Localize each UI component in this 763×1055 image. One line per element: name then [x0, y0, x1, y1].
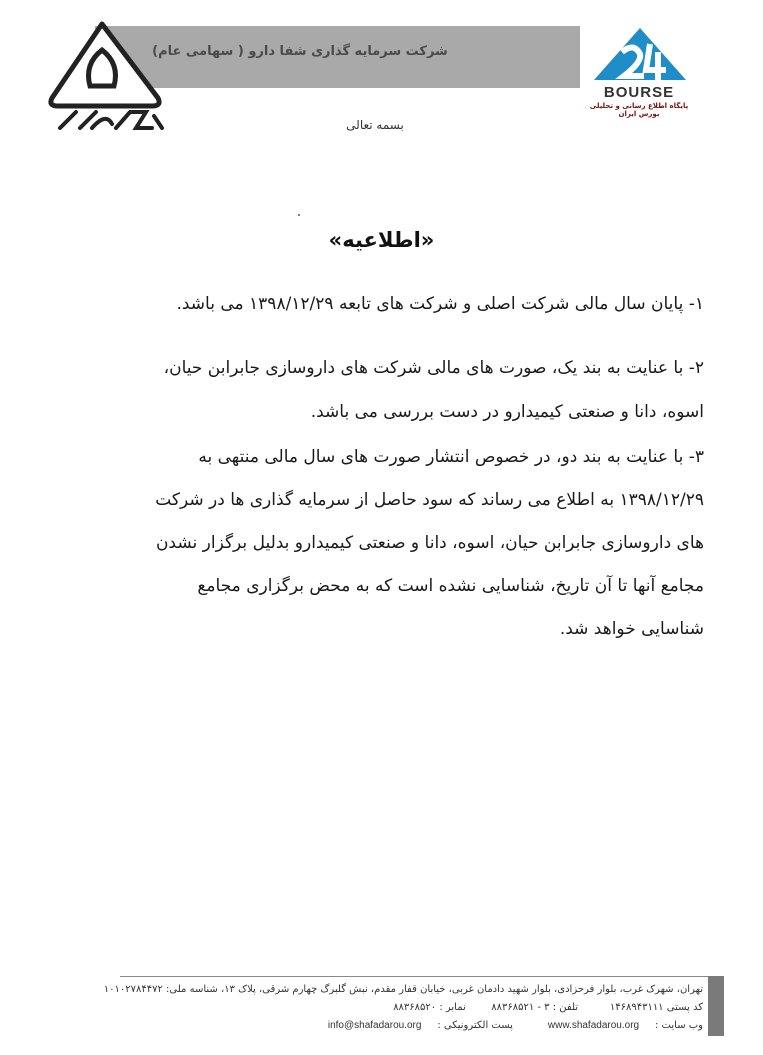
stray-dot [298, 214, 300, 216]
footer-divider [120, 976, 710, 977]
footer-website-link[interactable]: www.shafadarou.org [547, 1020, 640, 1031]
footer-email-label: پست الکترونیکی : [437, 1020, 513, 1031]
notice-item-1: ۱- پایان سال مالی شرکت اصلی و شرکت های تابعه ۱۳۹۸/۱۲/۲۹ می باشد. [176, 294, 704, 314]
footer-phone: تلفن : ۳ - ۸۸۳۶۸۵۲۱ [491, 1002, 579, 1013]
notice-item-3 [84, 436, 704, 651]
footer-address: تهران، شهرک غرب، بلوار فرحزادی، بلوار شهید دادمان غربی، خیابان قفار مقدم، نبش گلبرگ چهارم شرقی، پلاک ۱۳، شناسه ملی: ۱۰۱۰۲۷۸۴۴۷۲ [103, 984, 703, 995]
notice-item-2-line: ۲- با عنایت به بند یک، صورت های مالی شرکت های داروسازی جابرابن حیان، [163, 358, 704, 378]
notice-item-2 [84, 346, 704, 434]
footer-website-label: وب سایت : [655, 1020, 703, 1031]
shafadarou-logo [40, 16, 170, 136]
footer-accent-bar [708, 976, 724, 1036]
footer-fax: نمابر : ۸۸۳۶۸۵۲۰ [393, 1002, 466, 1013]
footer-email-link[interactable]: info@shafadarou.org [327, 1020, 422, 1031]
bourse-wordmark: BOURSE [603, 84, 675, 101]
notice-item-3-line: های داروسازی جابرابن حیان، اسوه، دانا و صنعتی کیمیدارو بدلیل برگزار نشدن [155, 533, 704, 553]
notice-item-3-line: مجامع آنها تا آن تاریخ، شناسایی نشده است که به محض برگزاری مجامع [197, 576, 704, 596]
company-name: شرکت سرمایه گذاری شفا دارو ( سهامی عام) [152, 44, 448, 59]
bismillah: بسمه تعالی [346, 118, 404, 132]
footer-web [328, 1020, 703, 1031]
notice-item-3-line: ۳- با عنایت به بند دو، در خصوص انتشار صورت های سال مالی منتهی به [198, 447, 704, 467]
notice-title: «اطلاعیه» [328, 228, 435, 252]
bourse-subtitle: پایگاه اطلاع رسانی و تحلیلی بورس ایران [589, 102, 689, 118]
footer-postal-code: کد پستی ۱۴۶۸۹۴۳۱۱۱ [609, 1002, 703, 1013]
notice-item-3-line: شناسایی خواهد شد. [559, 619, 704, 639]
notice-item-3-line: ۱۳۹۸/۱۲/۲۹ به اطلاع می رساند که سود حاصل از سرمایه گذاری ها در شرکت [155, 490, 704, 510]
footer-contacts [393, 1002, 703, 1013]
notice-item-2-line: اسوه، دانا و صنعتی کیمیدارو در دست بررسی می باشد. [310, 402, 704, 422]
